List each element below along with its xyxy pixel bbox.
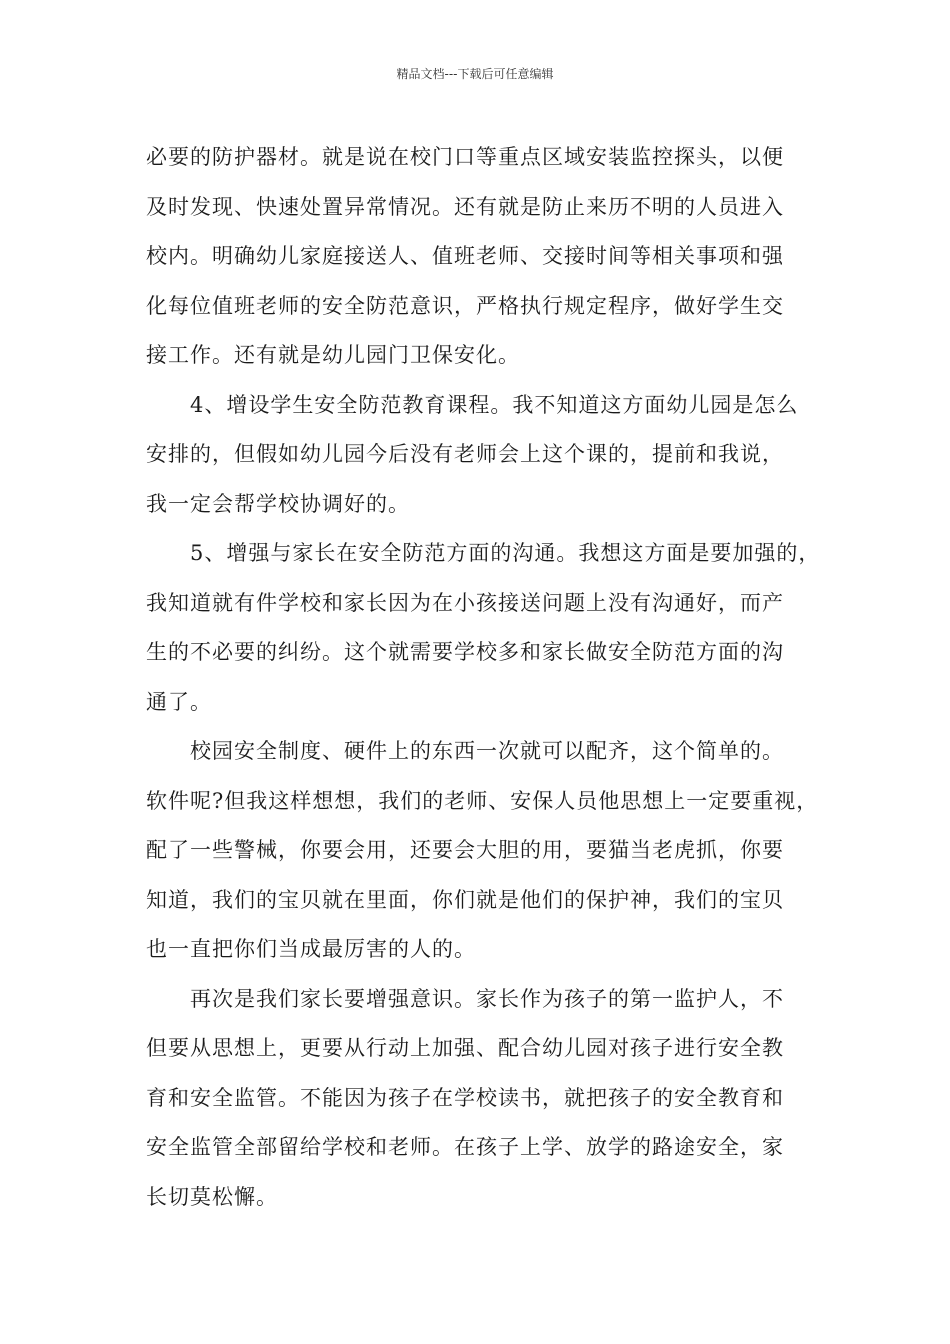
text-line: 及时发现、快速处置异常情况。还有就是防止来历不明的人员进入: [146, 194, 784, 219]
text-line: 但要从思想上，更要从行动上加强、配合幼儿园对孩子进行安全教: [146, 1036, 784, 1060]
text-line: 安全监管全部留给学校和老师。在孩子上学、放学的路途安全，家: [146, 1135, 784, 1159]
text-line: 再次是我们家长要增强意识。家长作为孩子的第一监护人，不: [190, 986, 784, 1011]
text-line: 校内。明确幼儿家庭接送人、值班老师、交接时间等相关事项和强: [146, 244, 784, 268]
text-line: 配了一些警械，你要会用，还要会大胆的用，要猫当老虎抓，你要: [146, 838, 784, 862]
text-line: 我知道就有件学校和家长因为在小孩接送问题上没有沟通好，而产: [146, 590, 784, 615]
text-line: 长切莫松懈。: [146, 1184, 278, 1209]
paragraph-5: [146, 975, 816, 1223]
text-line: 接工作。还有就是幼儿园门卫保安化。: [146, 343, 520, 367]
text-line: 生的不必要的纠纷。这个就需要学校多和家长做安全防范方面的沟: [146, 640, 784, 664]
text-line: 5、增强与家长在安全防范方面的沟通。我想这方面是要加强的，: [190, 541, 821, 565]
text-line: 校园安全制度、硬件上的东西一次就可以配齐，这个简单的。: [190, 739, 784, 763]
document-body: [146, 133, 821, 1222]
page-header: 精品文档---下载后可任意编辑: [396, 67, 554, 81]
paragraph-3: [146, 529, 821, 727]
text-line: 知道，我们的宝贝就在里面，你们就是他们的保护神，我们的宝贝: [146, 887, 784, 912]
text-line: 4、增设学生安全防范教育课程。我不知道这方面幼儿园是怎么: [190, 392, 799, 417]
text-line: 必要的防护器材。就是说在校门口等重点区域安装监控探头，以便: [146, 145, 784, 169]
text-line: 也一直把你们当成最厉害的人的。: [146, 937, 476, 961]
text-line: 通了。: [146, 689, 212, 714]
paragraph-4: [146, 727, 819, 975]
text-line: 软件呢?但我这样想想，我们的老师、安保人员他思想上一定要重视，: [146, 788, 819, 813]
text-line: 我一定会帮学校协调好的。: [146, 491, 410, 516]
text-line: 育和安全监管。不能因为孩子在学校读书，就把孩子的安全教育和: [146, 1085, 784, 1110]
text-line: 安排的，但假如幼儿园今后没有老师会上这个课的，提前和我说，: [146, 442, 784, 466]
paragraph-2: [146, 381, 816, 530]
text-line: 化每位值班老师的安全防范意识，严格执行规定程序，做好学生交: [146, 293, 784, 318]
paragraph-1: [146, 133, 816, 381]
